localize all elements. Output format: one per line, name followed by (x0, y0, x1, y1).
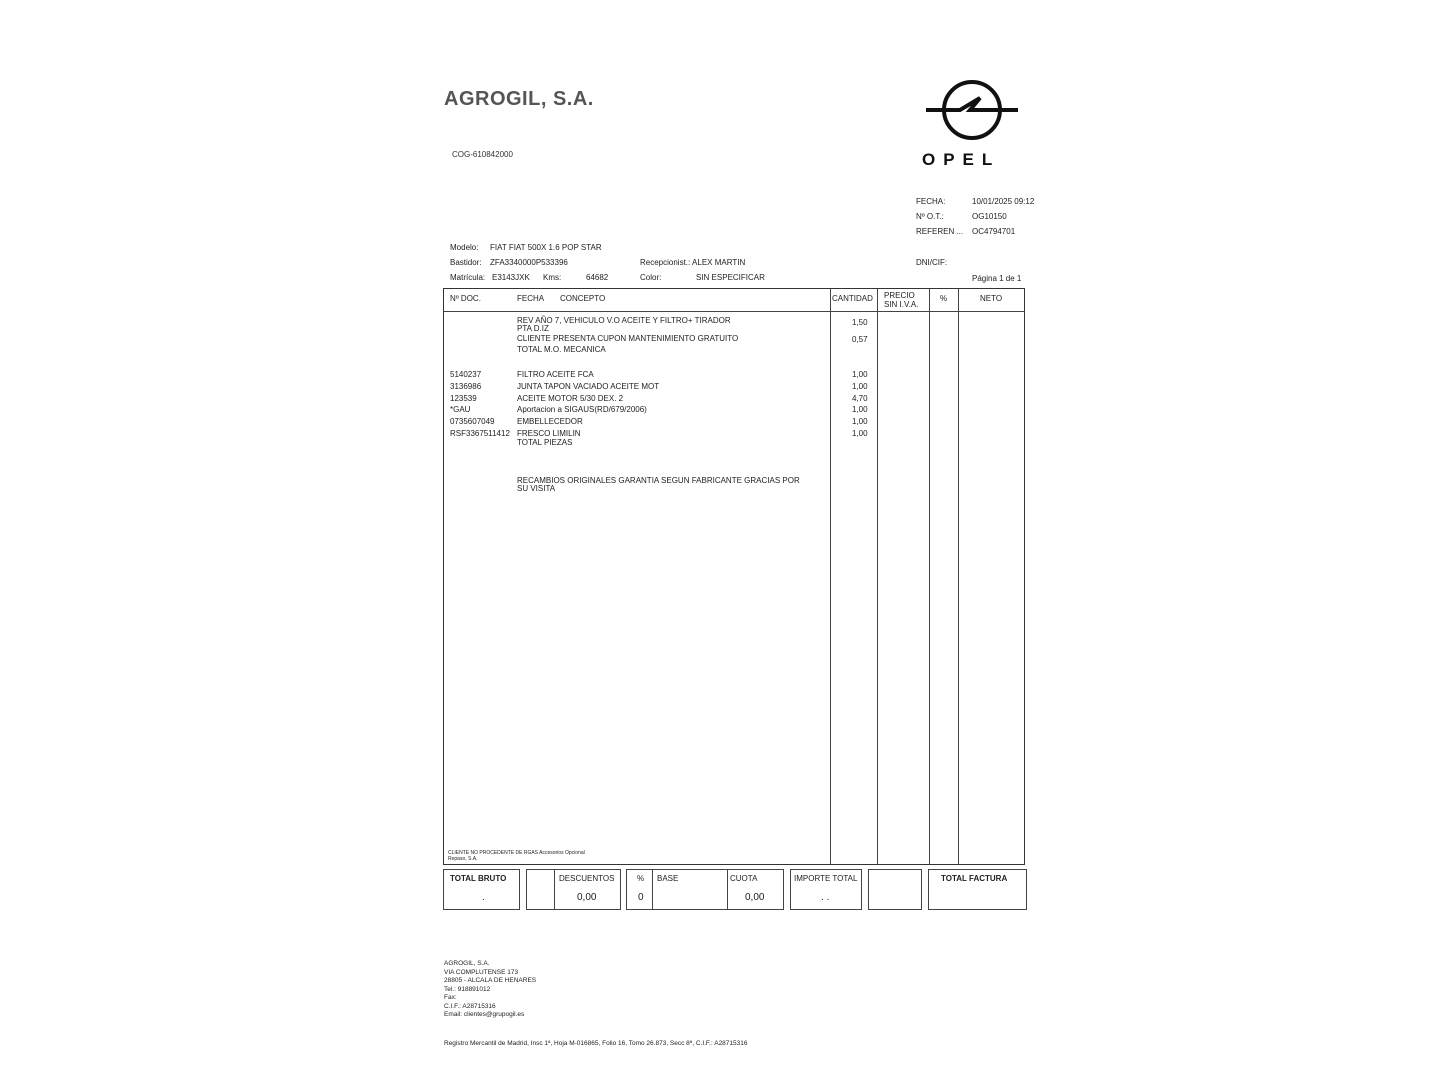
brand-name: OPEL (922, 150, 1001, 169)
footer-line: Tel.: 918891012 (444, 985, 491, 993)
col-header-doc: Nº DOC. (450, 294, 481, 303)
row-concepto: REV AÑO 7, VEHICULO V.O ACEITE Y FILTRO+ TIRADOR (517, 316, 731, 325)
row-concepto: FRESCO LIMILIN (517, 429, 581, 438)
row-doc: *GAU (450, 405, 471, 414)
color-label: Color: (640, 273, 662, 282)
row-cantidad: 0,57 (852, 335, 868, 344)
pct-value: 0 (638, 892, 644, 903)
row-doc: 0735607049 (450, 417, 495, 426)
company-address (444, 960, 536, 1020)
row-cantidad: 1,00 (852, 417, 868, 426)
total-factura-label: TOTAL FACTURA (941, 874, 1008, 883)
footer-line: Email: clientes@grupogil.es (444, 1011, 525, 1018)
col-header-neto: NETO (980, 294, 1003, 303)
footer-line: C.I.F.: A28715316 (444, 1002, 496, 1010)
descuentos-label: DESCUENTOS (559, 874, 615, 883)
row-cantidad: 1,00 (852, 370, 868, 379)
table-note: SU VISITA (517, 484, 556, 493)
fecha-value: 10/01/2025 09:12 (972, 197, 1035, 206)
col-header-precio: PRECIO (884, 291, 915, 300)
cuota-label: CUOTA (730, 874, 758, 883)
ot-label: Nº O.T.: (916, 212, 944, 221)
page-indicator: Página 1 de 1 (972, 274, 1022, 283)
bottom-note: CLIENTE NO PROCEDENTE DE RGAS Accesorios Opcional (448, 850, 585, 856)
row-concepto: TOTAL M.O. MECANICA (517, 345, 606, 354)
total-bruto-box (443, 869, 520, 910)
invoice-table (443, 288, 1025, 865)
row-doc: RSF3367511412 (450, 429, 510, 438)
col-header-cantidad: CANTIDAD (832, 294, 873, 303)
row-doc: 123539 (450, 394, 477, 403)
row-concepto: TOTAL PIEZAS (517, 438, 573, 447)
ot-value: OG10150 (972, 212, 1007, 221)
row-cantidad: 1,00 (852, 382, 868, 391)
company-name: AGROGIL, S.A. (444, 88, 594, 110)
row-concepto: JUNTA TAPON VACIADO ACEITE MOT (517, 382, 660, 391)
importe-total-box (790, 869, 862, 910)
row-concepto: FILTRO ACEITE FCA (517, 370, 594, 379)
cog-code: COG-610842000 (452, 150, 513, 159)
col-header-precio-sub: SIN I.V.A. (884, 300, 919, 309)
header-divider (444, 311, 1024, 312)
footer-line: Fax: (444, 994, 457, 1001)
box-divider (727, 870, 728, 909)
bottom-note: Repaso, S.A. (448, 856, 478, 862)
footer-line: VIA COMPLUTENSE 173 (444, 968, 519, 976)
row-concepto: CLIENTE PRESENTA CUPON MANTENIMIENTO GRATUITO (517, 334, 739, 343)
base-cuota-box (626, 869, 784, 910)
pct-label: % (637, 874, 645, 883)
col-header-pct: % (940, 294, 948, 303)
total-bruto-label: TOTAL BRUTO (450, 874, 507, 883)
color-value: SIN ESPECIFICAR (696, 273, 765, 282)
recepcionist: Recepcionist.: ALEX MARTIN (640, 258, 746, 267)
row-cantidad: 1,50 (852, 318, 868, 327)
col-header-fecha: FECHA (517, 294, 545, 303)
column-divider (830, 289, 831, 864)
descuentos-box (526, 869, 621, 910)
row-cantidad: 1,00 (852, 429, 868, 438)
box-divider (554, 870, 555, 909)
modelo-label: Modelo: (450, 243, 479, 252)
fecha-label: FECHA: (916, 197, 946, 206)
referen-label: REFEREN ... (916, 227, 964, 236)
dni-label: DNI/CIF: (916, 258, 948, 267)
modelo-value: FIAT FIAT 500X 1.6 POP STAR (490, 243, 602, 252)
table-note: RECAMBIOS ORIGINALES GARANTIA SEGUN FABRICANTE GRACIAS POR (517, 476, 800, 485)
kms-label: Kms: (543, 273, 562, 282)
footer-line: 28805 - ALCALA DE HENARES (444, 977, 537, 984)
legal-registry: Registro Mercantil de Madrid, Insc 1ª, Hoja M-016865, Folio 16, Tomo 26.873, Secc 8ª, C.I.F.: A28715316 (444, 1040, 748, 1047)
bastidor-value: ZFA3340000P533396 (490, 258, 568, 267)
row-cantidad: 4,70 (852, 394, 868, 403)
row-doc: 3136986 (450, 382, 482, 391)
total-bruto-value: . (482, 892, 485, 903)
empty-total-box (868, 869, 922, 910)
row-concepto: EMBELLECEDOR (517, 417, 583, 426)
row-concepto: PTA D.IZ (517, 324, 549, 333)
column-divider (958, 289, 959, 864)
matricula-value: E3143JXK (492, 273, 530, 282)
row-concepto: Aportacion a SIGAUS(RD/679/2006) (517, 405, 647, 414)
importe-total-label: IMPORTE TOTAL (794, 874, 858, 883)
box-divider (652, 870, 653, 909)
cuota-value: 0,00 (745, 892, 765, 903)
column-divider (877, 289, 878, 864)
row-doc: 5140237 (450, 370, 482, 379)
base-label: BASE (657, 874, 679, 883)
total-factura-box (928, 869, 1027, 910)
matricula-label: Matrícula: (450, 273, 486, 282)
row-cantidad: 1,00 (852, 405, 868, 414)
column-divider (929, 289, 930, 864)
descuentos-value: 0,00 (577, 892, 597, 903)
importe-total-value: . . (821, 892, 830, 903)
bastidor-label: Bastidor: (450, 258, 482, 267)
kms-value: 64682 (586, 273, 609, 282)
footer-line: AGROGIL, S.A. (444, 960, 490, 967)
row-concepto: ACEITE MOTOR 5/30 DEX. 2 (517, 394, 624, 403)
referen-value: OC4794701 (972, 227, 1016, 236)
col-header-concepto: CONCEPTO (560, 294, 606, 303)
